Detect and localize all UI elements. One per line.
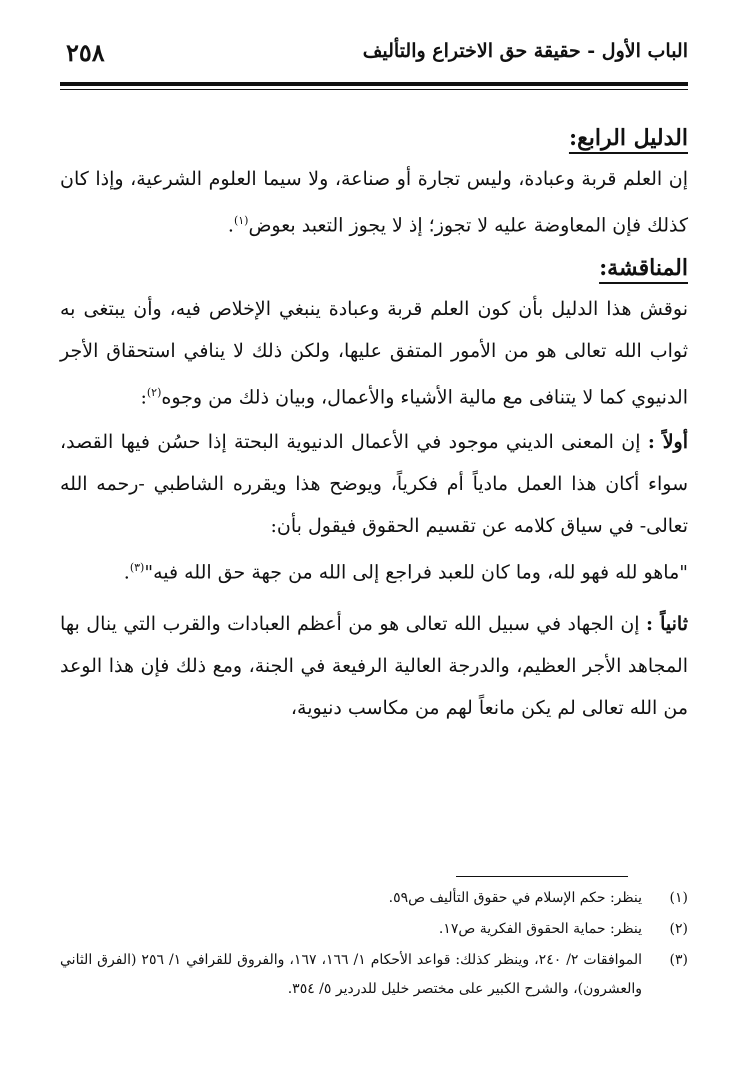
footnote-mark: (٣) (669, 952, 688, 968)
discussion-text: نوقش هذا الدليل بأن كون العلم قربة وعبادة ينبغي الإخلاص فيه، وأن يبتغى به ثواب الله تعالى هو من الأمور المتفق عليها، ولكن ذلك لا ينافي استحقاق الأجر الدنيوي كما لا يتنافى مع مالية الأشياء والأعمال، وبيان ذلك من وجوه (60, 298, 688, 409)
first-point-lead: أولاً : (647, 430, 689, 453)
main-text (60, 118, 688, 729)
discussion-end: : (140, 386, 147, 409)
second-point-paragraph (60, 603, 688, 729)
footnote-ref-3[interactable]: (٣) (129, 560, 145, 574)
footnote-mark: (٢) (669, 921, 688, 937)
evidence-text: إن العلم قربة وعبادة، وليس تجارة أو صناعة، ولا سيما العلوم الشرعية، وإذا كان كذلك فإن المعاوضة عليه لا تجوز؛ إذ لا يجوز التعبد بعوض (60, 168, 688, 237)
footnote-text: الموافقات ٢/ ٢٤٠، وينظر كذلك: قواعد الأحكام ١/ ١٦٦، ١٦٧، والفروق للقرافي ١/ ٢٥٦ (الفرق الثاني والعشرون)، والشرح الكبير على مختصر خليل للدردير ٥/ ٣٥٤. (60, 952, 643, 997)
evidence-paragraph (60, 158, 688, 246)
first-point-paragraph (60, 421, 688, 547)
running-title: الباب الأول - حقيقة حق الاختراع والتأليف (362, 40, 688, 62)
header-rule-thin (60, 89, 688, 90)
footnote-text: ينظر: حماية الحقوق الفكرية ص١٧. (438, 921, 642, 937)
footnote-item (60, 915, 688, 944)
page-number: ٢٥٨ (66, 38, 105, 67)
quote-end: . (123, 560, 130, 583)
footnotes (60, 884, 688, 1006)
second-point-lead: ثانياً : (646, 612, 688, 635)
heading-fourth-evidence: الدليل الرابع: (568, 125, 688, 151)
footnote-item (60, 884, 688, 913)
footnote-ref-1[interactable]: (١) (233, 214, 249, 227)
page-header (66, 38, 688, 72)
heading-discussion: المناقشة: (599, 255, 688, 282)
footnote-ref-2[interactable]: (٢) (146, 386, 162, 400)
discussion-paragraph (60, 288, 688, 418)
evidence-end: . (227, 214, 234, 237)
quote-text: "ماهو لله فهو لله، وما كان للعبد فراجع إلى الله من جهة حق الله فيه" (144, 560, 688, 583)
first-point-text: إن المعنى الديني موجود في الأعمال الدنيوية البحتة إذا حسُن فيها القصد، سواء أكان هذا العمل مادياً أم فكرياً، ويوضح هذا ويقرره الشاطبي -رحمه الله تعالى- في سياق كلامه عن تقسيم الحقوق فيقول بأن: (60, 430, 688, 537)
footnote-text: ينظر: حكم الإسلام في حقوق التأليف ص٥٩. (388, 890, 642, 906)
shatibi-quote (60, 547, 688, 593)
header-rule-thick (60, 82, 688, 86)
footnote-mark: (١) (669, 890, 688, 906)
second-point-text: إن الجهاد في سبيل الله تعالى هو من أعظم العبادات والقرب التي ينال بها المجاهد الأجر العظيم، والدرجة العالية الرفيعة في الجنة، ومع ذلك فإن هذا الوعد من الله تعالى لم يكن مانعاً لهم من مكاسب دنيوية، (60, 612, 688, 719)
footnote-separator (456, 876, 628, 877)
footnote-item (60, 946, 688, 1004)
